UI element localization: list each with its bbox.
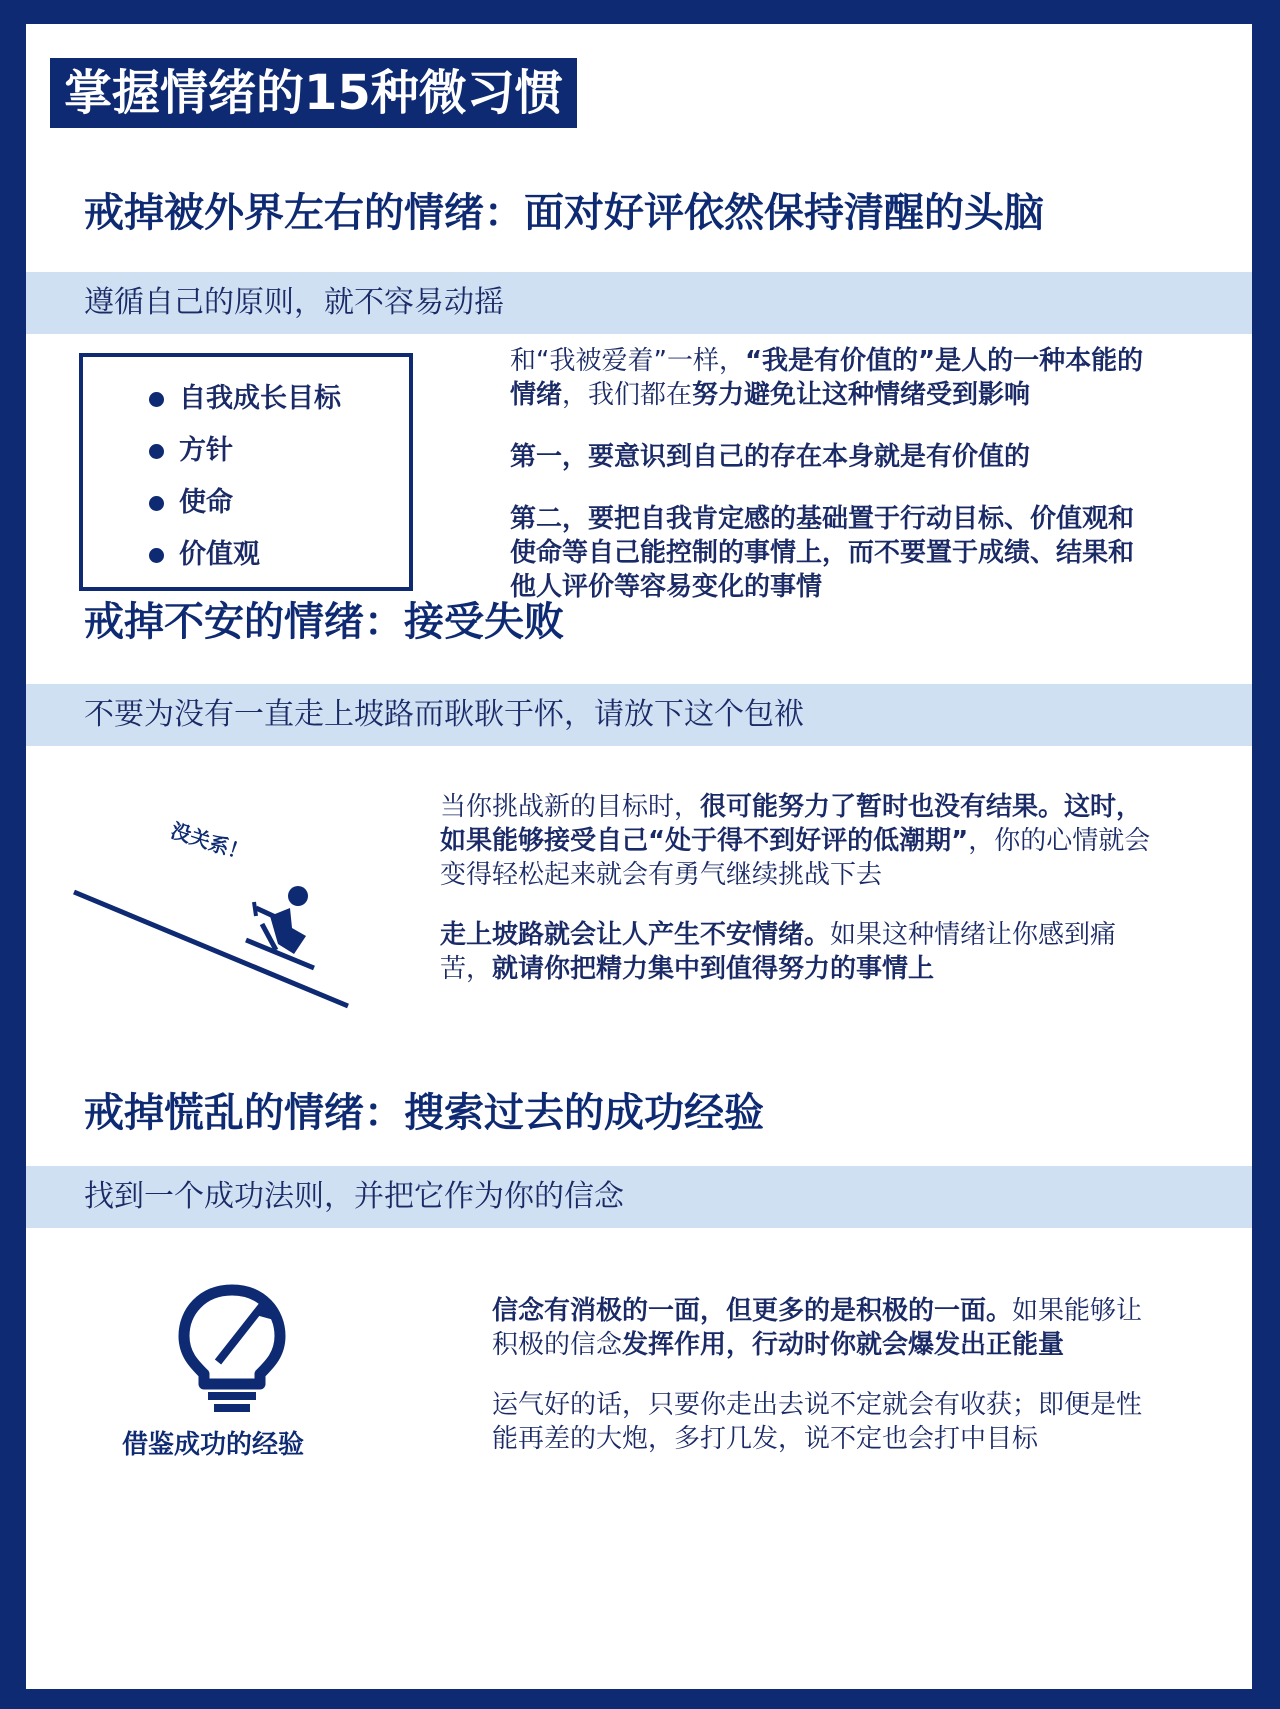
bullet-dot-icon — [149, 496, 164, 511]
lightbulb-icon — [162, 1276, 302, 1416]
section1-subtitle: 遵循自己的原则，就不容易动摇 — [84, 285, 504, 320]
section3-paragraph-2: 运气好的话，只要你走出去说不定就会有收获；即便是性能再差的大炮，多打几发，说不定也会打中目标 — [492, 1390, 1143, 1454]
section3-paragraph-1: 信念有消极的一面，但更多的是积极的一面。如果能够让积极的信念发挥作用，行动时你就会爆发出正能量 — [492, 1296, 1143, 1360]
icon-caption: 借鉴成功的经验 — [122, 1430, 305, 1460]
list-item: 价值观 — [149, 537, 341, 589]
principles-box — [79, 353, 413, 591]
section2-paragraph-1: 当你挑战新的目标时，很可能努力了暂时也没有结果。这时，如果能够接受自己“处于得不到好评的低潮期”，你的心情就会变得轻松起来就会有勇气继续挑战下去 — [440, 792, 1151, 890]
section3-heading: 戒掉慌乱的情绪：搜索过去的成功经验 — [84, 1090, 764, 1136]
illustration-caption: 没关系！ — [167, 818, 252, 866]
section3-subtitle: 找到一个成功法则，并把它作为你的信念 — [84, 1179, 624, 1214]
section1-paragraph-2: 第一，要意识到自己的存在本身就是有价值的 — [510, 442, 1031, 472]
skier-illustration — [66, 804, 386, 1034]
principles-list — [149, 381, 341, 589]
section3-subtitle-band — [26, 1166, 1252, 1228]
list-item: 方针 — [149, 433, 341, 485]
section1-paragraph-1: 和“我被爱着”一样，“我是有价值的”是人的一种本能的情绪，我们都在努力避免让这种情绪受到影响 — [510, 346, 1144, 410]
section2-heading: 戒掉不安的情绪：接受失败 — [84, 599, 564, 645]
page — [26, 24, 1252, 1689]
bullet-dot-icon — [149, 392, 164, 407]
lightbulb-icon-wrap — [162, 1276, 302, 1416]
list-item: 自我成长目标 — [149, 381, 341, 433]
bullet-dot-icon — [149, 444, 164, 459]
section2-subtitle: 不要为没有一直走上坡路而耿耿于怀，请放下这个包袱 — [84, 697, 804, 732]
list-item: 使命 — [149, 485, 341, 537]
section2-subtitle-band — [26, 684, 1252, 746]
section1-paragraph-3: 第二，要把自我肯定感的基础置于行动目标、价值观和使命等自己能控制的事情上，而不要置于成绩、结果和他人评价等容易变化的事情 — [510, 504, 1135, 602]
section1-subtitle-band — [26, 272, 1252, 334]
page-title: 掌握情绪的15种微习惯 — [50, 58, 577, 128]
bullet-dot-icon — [149, 548, 164, 563]
section2-paragraph-2: 走上坡路就会让人产生不安情绪。如果这种情绪让你感到痛苦，就请你把精力集中到值得努力的事情上 — [440, 920, 1117, 984]
section1-heading: 戒掉被外界左右的情绪：面对好评依然保持清醒的头脑 — [84, 190, 1044, 236]
